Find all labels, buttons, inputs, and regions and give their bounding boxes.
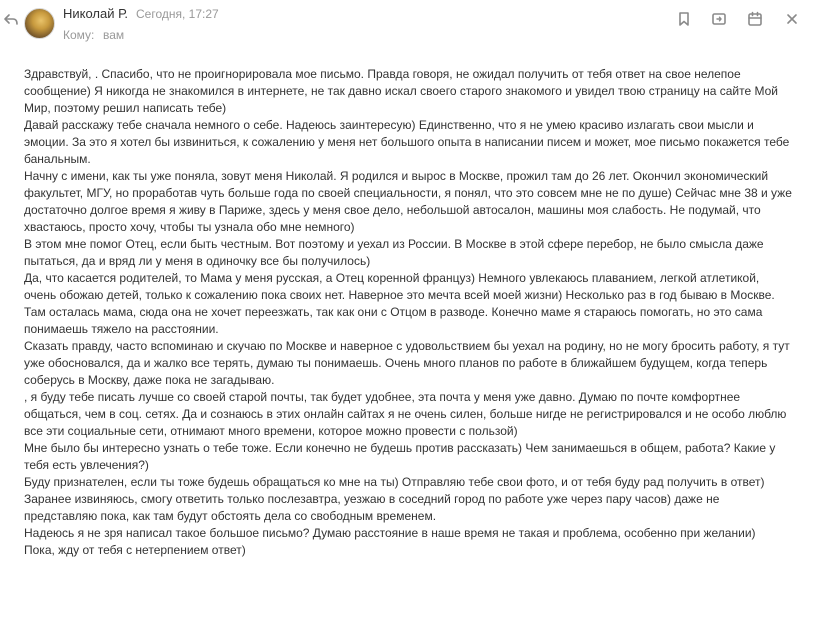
close-icon[interactable] bbox=[783, 10, 801, 28]
paragraph: Сказать правду, часто вспоминаю и скучаю по Москве и наверное с удовольствием бы уехал на родину, но не могу бросить работу, я тут уже обосновался, да и жалко все терять, думаю ты понимаешь. Очень много планов по работе в ближайшем будущем, когда теперь соберусь в Москву, даже пока не загадываю. bbox=[24, 339, 790, 387]
sender-name[interactable]: Николай Р. bbox=[63, 6, 128, 21]
message-date: Сегодня, 17:27 bbox=[136, 7, 219, 21]
paragraph: Мне было бы интересно узнать о тебе тоже. Если конечно не будешь против рассказать) Чем занимаешься в общем, работа? Какие у тебя есть увлечения?) bbox=[24, 441, 776, 472]
paragraph: Заранее извиняюсь, смогу ответить только послезавтра, уезжаю в соседний город по работе уже через пару часов) даже не представляю пока, как там будут обстоять дела со свободным временем. bbox=[24, 492, 720, 523]
calendar-icon[interactable] bbox=[746, 10, 764, 28]
recipient-label: Кому: bbox=[63, 28, 95, 42]
paragraph: Надеюсь я не зря написал такое большое письмо? Думаю расстояние в наше время не такая и проблема, особенно при желании) bbox=[24, 526, 756, 540]
refresh-icon[interactable] bbox=[710, 10, 728, 28]
paragraph: Здравствуй, . Спасибо, что не проигнорировала мое письмо. Правда говоря, не ожидал получить от тебя ответ на свое нелепое сообщение) Я никогда не знакомился в интернете, не так давно искал своего старого знакомого и увидел твою страницу на сайте Мой Мир, поэтому решил написать тебе) bbox=[24, 67, 779, 115]
paragraph: Давай расскажу тебе сначала немного о себе. Надеюсь заинтересую) Единственно, что я не умею красиво излагать свои мысли и эмоции. За это я хотел бы извиниться, к сожалению у меня нет большого опыта в написании писем и может, мое письмо покажется тебе банальным. bbox=[24, 118, 790, 166]
message-body bbox=[24, 66, 794, 559]
reply-arrow-icon[interactable] bbox=[3, 12, 19, 28]
bookmark-icon[interactable] bbox=[675, 10, 693, 28]
paragraph: Начну с имени, как ты уже поняла, зовут меня Николай. Я родился и вырос в Москве, прожил там до 26 лет. Окончил экономический факультет, МГУ, но проработав чуть больше года по своей специальности, я понял, что это совсем мне не по душе) Сейчас мне 38 и уже достаточно долгое время я живу в Париже, здесь у меня свое дело, небольшой автосалон, машины моя слабость. Не подумай, что хвастаюсь, просто хочу, чтобы ты узнала обо мне немного) bbox=[24, 169, 792, 234]
paragraph: Да, что касается родителей, то Мама у меня русская, а Отец коренной француз) Немного увлекаюсь плаванием, легкой атлетикой, очень обожаю детей, только к сожалению пока своих нет. Наверное это мечта всей моей жизни) Несколько раз в год бываю в Москве. Там осталась мама, сюда она не хочет переезжать, так как они с Отцом в разводе. Конечно маме я стараюсь помогать, но это сама понимаешь тяжело на расстоянии. bbox=[24, 271, 775, 336]
message-header bbox=[0, 0, 815, 50]
paragraph: , я буду тебе писать лучше со своей старой почты, так будет удобнее, эта почта у меня уже давно. Думаю по почте комфортнее общаться, чем в соц. сетях. Да и сознаюсь в этих онлайн сайтах я не очень силен, больше нигде не регистрировался и не особо люблю все эти социальные сети, отнимают много времени, которое можно провести с пользой) bbox=[24, 390, 787, 438]
recipient-value: вам bbox=[103, 28, 125, 42]
avatar[interactable] bbox=[24, 8, 55, 39]
paragraph: Буду признателен, если ты тоже будешь обращаться ко мне на ты) Отправляю тебе свои фото, и от тебя буду рад получить в ответ) bbox=[24, 475, 765, 489]
paragraph: В этом мне помог Отец, если быть честным. Вот поэтому и уехал из России. В Москве в этой сфере перебор, не было смысла даже пытаться, да и вряд ли у меня в одиночку все бы получилось) bbox=[24, 237, 764, 268]
paragraph: Пока, жду от тебя с нетерпением ответ) bbox=[24, 543, 246, 557]
